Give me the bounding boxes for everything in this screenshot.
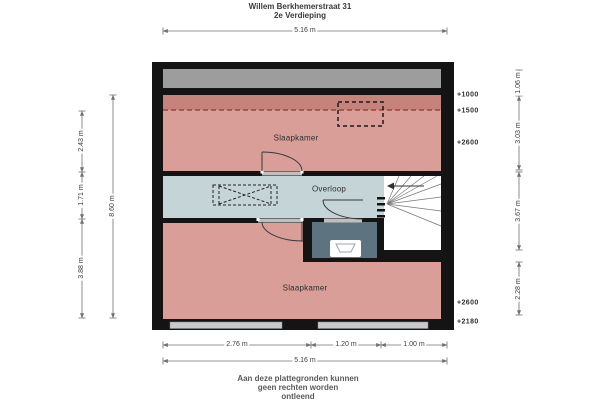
window-bottom-left bbox=[170, 322, 282, 329]
landing-floor bbox=[163, 176, 384, 218]
door-opening-top-bedroom bbox=[262, 172, 302, 176]
height-marker-2600-bottom: +2600 bbox=[457, 299, 479, 307]
height-marker-2180: +2180 bbox=[457, 318, 479, 326]
disclaimer-line-3: ontleend bbox=[281, 392, 315, 400]
dim-left-seg-3: 3.88 m bbox=[78, 257, 86, 279]
dim-top-total: 5.16 m bbox=[294, 27, 316, 35]
height-marker-2600-top: +2600 bbox=[457, 139, 479, 147]
toilet-fixture bbox=[330, 240, 361, 257]
attic-storage-area bbox=[163, 69, 441, 88]
dim-right-seg-1: 1.06 m bbox=[515, 72, 523, 94]
window-bottom-right bbox=[318, 322, 428, 329]
dim-left-seg-1: 2.43 m bbox=[78, 130, 86, 152]
dim-bottom-seg-2: 1.20 m bbox=[335, 341, 357, 349]
page-title: Willem Berkhemerstraat 31 bbox=[248, 2, 352, 11]
dim-right-seg-4: 2.28 m bbox=[515, 278, 523, 300]
floor-subtitle: 2e Verdieping bbox=[273, 11, 327, 20]
disclaimer-line-1: Aan deze plattegronden kunnen bbox=[237, 374, 359, 383]
dim-left-total: 8.60 m bbox=[109, 195, 117, 217]
height-marker-1500: +1500 bbox=[457, 107, 479, 115]
bedroom-bottom-floor-left bbox=[163, 223, 303, 319]
room-label-bedroom-bottom: Slaapkamer bbox=[282, 283, 328, 293]
dim-right-seg-2: 3.03 m bbox=[515, 122, 523, 144]
dim-bottom-seg-1: 2.76 m bbox=[226, 341, 248, 349]
door-opening-bottom-bedroom bbox=[258, 219, 303, 223]
dim-right-seg-3: 3.67 m bbox=[515, 200, 523, 222]
height-marker-1000: +1000 bbox=[457, 91, 479, 99]
disclaimer-line-2: geen rechten worden bbox=[257, 383, 339, 392]
bedroom-top-low-ceiling-zone bbox=[163, 95, 441, 110]
room-label-landing: Overloop bbox=[311, 184, 347, 194]
dim-bottom-seg-3: 1.00 m bbox=[403, 341, 425, 349]
dim-left-seg-2: 1.71 m bbox=[78, 184, 86, 206]
room-label-bedroom-top: Slaapkamer bbox=[273, 133, 319, 143]
dim-bottom-total: 5.16 m bbox=[294, 357, 316, 365]
